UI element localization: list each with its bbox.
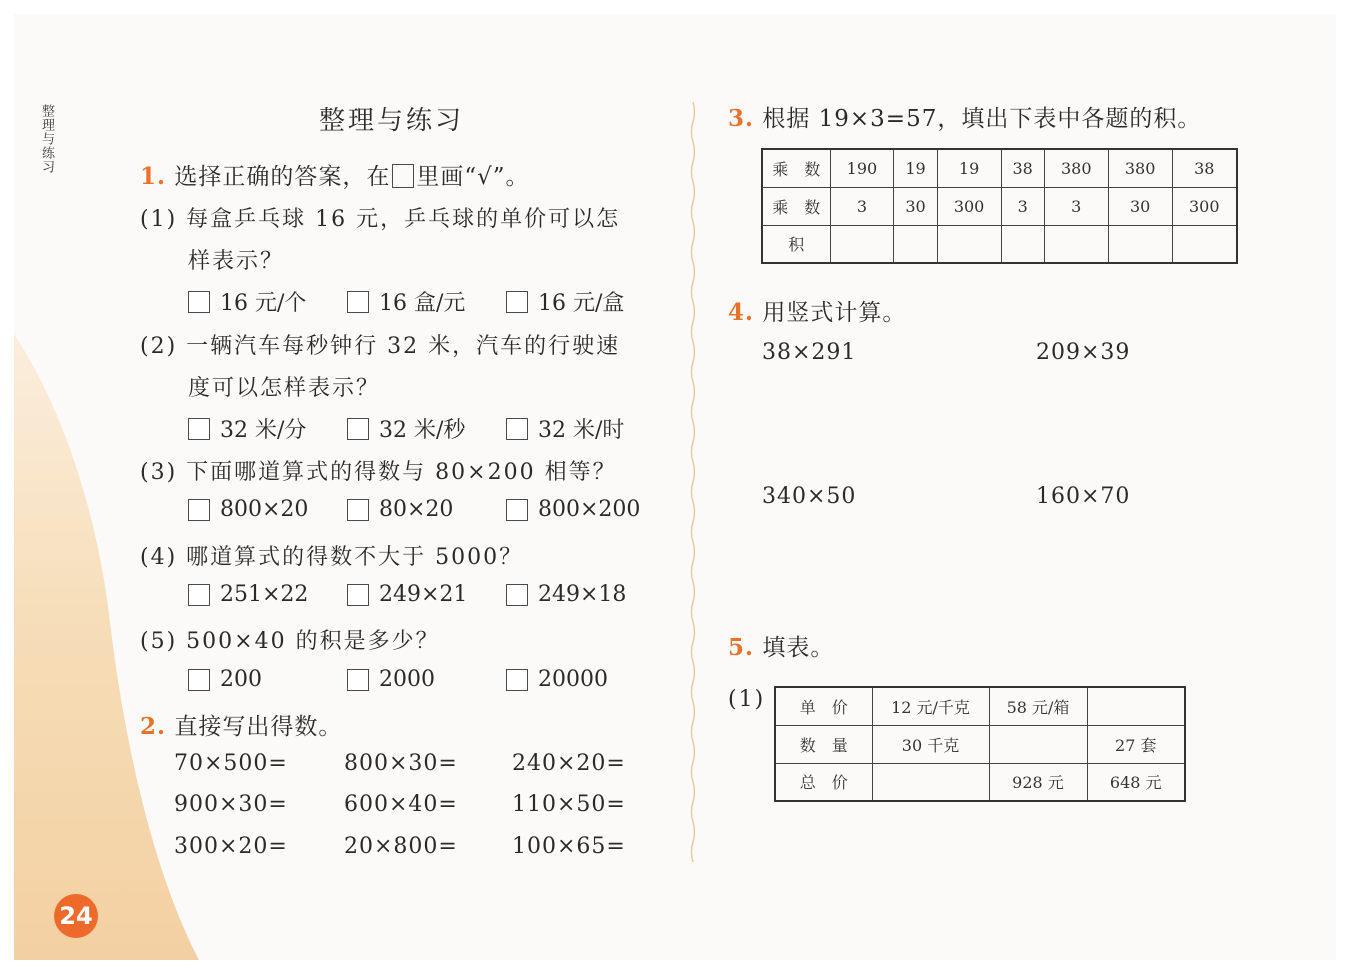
q1-part2-option-a[interactable]	[188, 413, 306, 444]
option-label: 2000	[379, 667, 435, 692]
checkbox[interactable]	[506, 669, 528, 691]
q3-number: 3.	[728, 105, 755, 132]
q1-part4-option-b[interactable]	[347, 582, 467, 607]
q1-part1-option-c[interactable]	[506, 286, 624, 317]
answer-cell[interactable]	[1001, 225, 1044, 263]
q1-part1-text: 每盒乒乓球 16 元，乒乓球的单价可以怎	[186, 207, 621, 232]
q1-part5-option-c[interactable]	[506, 667, 608, 692]
row-label: 总 价	[775, 763, 872, 801]
q1-part4-label: (4)	[140, 545, 178, 570]
q4-problem: 160×70	[1036, 484, 1131, 509]
q2-item: 300×20=	[174, 834, 288, 859]
table-cell: 30 千克	[872, 725, 989, 763]
page-title: 整理与练习	[319, 106, 465, 136]
q1-part1-line1	[140, 202, 620, 233]
checkbox[interactable]	[506, 499, 528, 521]
q1-part2-line2: 度可以怎样表示？	[188, 376, 381, 401]
q5-table	[774, 686, 1186, 802]
option-label: 251×22	[220, 582, 309, 607]
workbook-page	[14, 14, 1336, 960]
table-cell: 58 元/箱	[989, 687, 1087, 725]
q1-part3-label: (3)	[140, 460, 178, 485]
table-cell: 380	[1108, 149, 1172, 187]
q1-part5-line1	[140, 624, 440, 655]
checkbox[interactable]	[347, 669, 369, 691]
q1-part4-option-a[interactable]	[188, 582, 308, 607]
table-cell: 19	[937, 149, 1001, 187]
checkbox[interactable]	[506, 291, 528, 313]
option-label: 249×18	[538, 582, 627, 607]
prompt-checkbox-sample	[392, 164, 414, 188]
q4-number: 4.	[728, 299, 755, 326]
q5-prompt-text: 填表。	[762, 635, 835, 661]
table-cell: 3	[830, 187, 894, 225]
answer-cell[interactable]	[937, 225, 1001, 263]
table-cell: 38	[1001, 149, 1044, 187]
q2-item: 600×40=	[344, 792, 458, 817]
answer-cell[interactable]	[894, 225, 937, 263]
checkbox[interactable]	[188, 584, 210, 606]
q4-prompt	[728, 294, 906, 327]
q5-part-label: (1)	[728, 687, 766, 712]
q1-part5-option-a[interactable]	[188, 667, 262, 692]
table-row	[775, 763, 1185, 801]
q2-item: 800×30=	[344, 751, 458, 776]
checkbox[interactable]	[188, 669, 210, 691]
q3-prompt-text: 根据 19×3=57，填出下表中各题的积。	[762, 106, 1202, 132]
q1-part5-option-b[interactable]	[347, 667, 435, 692]
q1-part1-option-a[interactable]	[188, 286, 306, 317]
q3-prompt	[728, 100, 1201, 133]
q1-part2-option-b[interactable]	[347, 413, 465, 444]
option-label: 80×20	[379, 497, 454, 522]
q2-item: 20×800=	[344, 834, 458, 859]
table-cell: 30	[894, 187, 937, 225]
option-label: 32 米/分	[220, 418, 307, 443]
column-divider	[690, 102, 696, 862]
checkbox[interactable]	[347, 291, 369, 313]
q1-prompt-after: 里画“√”。	[416, 164, 530, 190]
q1-number: 1.	[140, 163, 167, 190]
table-cell: 3	[1044, 187, 1108, 225]
q1-part5-text: 500×40 的积是多少？	[186, 629, 440, 654]
answer-cell[interactable]	[1087, 687, 1185, 725]
table-row	[762, 149, 1237, 187]
q4-problem: 209×39	[1036, 340, 1131, 365]
answer-cell[interactable]	[1044, 225, 1108, 263]
q1-part4-text: 哪道算式的得数不大于 5000？	[186, 545, 524, 570]
q4-problem: 340×50	[762, 484, 857, 509]
option-label: 200	[220, 667, 262, 692]
table-row	[775, 725, 1185, 763]
row-label: 单 价	[775, 687, 872, 725]
option-label: 800×200	[538, 497, 641, 522]
table-cell: 38	[1172, 149, 1237, 187]
side-tab: 整理与练习	[39, 104, 54, 174]
table-row	[762, 225, 1237, 263]
answer-cell[interactable]	[1172, 225, 1237, 263]
table-cell: 19	[894, 149, 937, 187]
option-label: 16 元/盒	[538, 291, 625, 316]
q1-part4-option-c[interactable]	[506, 582, 626, 607]
q1-part3-text: 下面哪道算式的得数与 80×200 相等？	[186, 460, 617, 485]
option-label: 16 元/个	[220, 291, 307, 316]
checkbox[interactable]	[188, 499, 210, 521]
q2-item: 240×20=	[512, 751, 626, 776]
q5-number: 5.	[728, 634, 755, 661]
q1-prompt	[140, 158, 530, 191]
q2-item: 70×500=	[174, 751, 288, 776]
decorative-swoosh	[14, 14, 314, 960]
checkbox[interactable]	[347, 499, 369, 521]
q5-prompt	[728, 629, 834, 662]
q1-part1-option-b[interactable]	[347, 286, 465, 317]
q1-part2-line1	[140, 329, 620, 360]
table-cell: 928 元	[989, 763, 1087, 801]
q1-prompt-before: 选择正确的答案，在	[174, 164, 391, 190]
answer-cell[interactable]	[989, 725, 1087, 763]
table-cell: 12 元/千克	[872, 687, 989, 725]
option-label: 32 米/秒	[379, 418, 466, 443]
q3-table	[761, 148, 1238, 264]
row-label: 积	[762, 225, 830, 263]
answer-cell[interactable]	[830, 225, 894, 263]
q1-part5-label: (5)	[140, 629, 178, 654]
q2-prompt-text: 直接写出得数。	[174, 714, 343, 740]
q1-part3-option-a[interactable]	[188, 497, 308, 522]
option-label: 249×21	[379, 582, 468, 607]
q2-item: 100×65=	[512, 834, 626, 859]
q1-part3-option-b[interactable]	[347, 497, 453, 522]
q1-part2-option-c[interactable]	[506, 413, 624, 444]
table-cell: 27 套	[1087, 725, 1185, 763]
checkbox[interactable]	[188, 418, 210, 440]
q4-prompt-text: 用竖式计算。	[762, 300, 907, 326]
table-cell: 648 元	[1087, 763, 1185, 801]
option-label: 32 米/时	[538, 418, 625, 443]
checkbox[interactable]	[347, 418, 369, 440]
table-cell: 300	[937, 187, 1001, 225]
q1-part1-label: (1)	[140, 207, 178, 232]
q1-part3-option-c[interactable]	[506, 497, 640, 522]
table-cell: 190	[830, 149, 894, 187]
option-label: 16 盒/元	[379, 291, 466, 316]
answer-cell[interactable]	[1108, 225, 1172, 263]
q2-item: 900×30=	[174, 792, 288, 817]
table-cell: 30	[1108, 187, 1172, 225]
checkbox[interactable]	[347, 584, 369, 606]
q1-part2-text: 一辆汽车每秒钟行 32 米，汽车的行驶速	[186, 334, 621, 359]
row-label: 乘 数	[762, 149, 830, 187]
table-row	[775, 687, 1185, 725]
q1-part1-line2: 样表示？	[188, 249, 285, 274]
answer-cell[interactable]	[872, 763, 989, 801]
row-label: 乘 数	[762, 187, 830, 225]
q1-part4-line1	[140, 540, 523, 571]
table-row	[762, 187, 1237, 225]
q2-prompt	[140, 708, 342, 741]
q1-part3-line1	[140, 455, 617, 486]
checkbox[interactable]	[506, 418, 528, 440]
table-cell: 300	[1172, 187, 1237, 225]
table-cell: 380	[1044, 149, 1108, 187]
row-label: 数 量	[775, 725, 872, 763]
option-label: 800×20	[220, 497, 309, 522]
q4-problem: 38×291	[762, 340, 857, 365]
q2-item: 110×50=	[512, 792, 626, 817]
table-cell: 3	[1001, 187, 1044, 225]
page-number-badge: 24	[54, 894, 98, 938]
q2-number: 2.	[140, 713, 167, 740]
checkbox[interactable]	[506, 584, 528, 606]
checkbox[interactable]	[188, 291, 210, 313]
q1-part2-label: (2)	[140, 334, 178, 359]
option-label: 20000	[538, 667, 608, 692]
